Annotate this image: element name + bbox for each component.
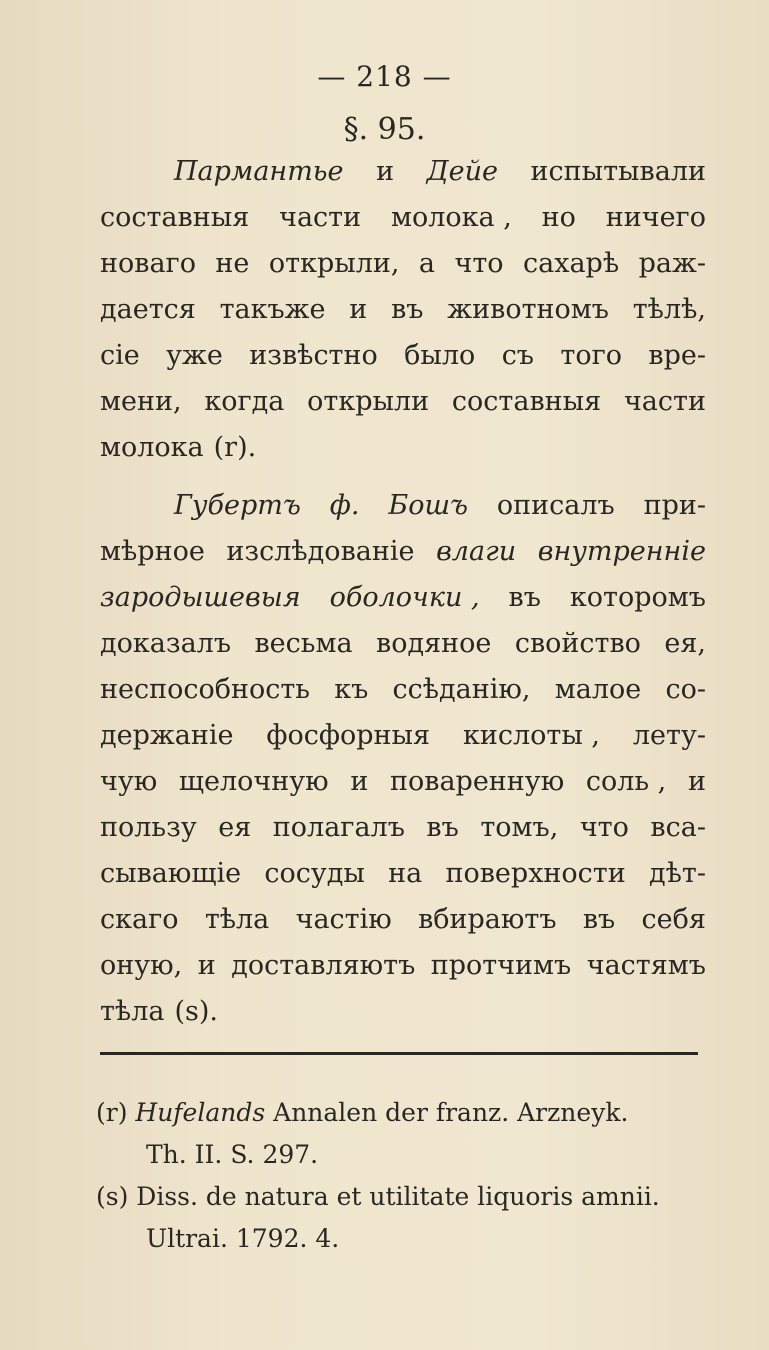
text-line — [100, 720, 706, 766]
word: было — [404, 340, 476, 371]
text-line — [100, 156, 706, 202]
word: составныя — [451, 386, 602, 417]
word: а — [418, 248, 436, 279]
word: тѣла — [100, 996, 165, 1027]
word: скаго — [100, 904, 179, 935]
word: держаніе — [100, 720, 234, 751]
text-line — [100, 628, 706, 674]
word: влаги — [436, 536, 517, 567]
word: (r). — [213, 432, 257, 463]
footnote-text: Th. II. S. 297. — [146, 1140, 319, 1169]
word: части — [279, 202, 362, 233]
word: когда — [204, 386, 285, 417]
word: сосуды — [264, 858, 365, 889]
word: уже — [166, 340, 223, 371]
footnote-line — [96, 1182, 716, 1224]
word: вса- — [650, 812, 706, 843]
word: на — [388, 858, 423, 889]
footnote-text: (s) Diss. de natura et utilitate liquoris amnii. — [96, 1182, 660, 1211]
word: сіе — [100, 340, 140, 371]
text-line — [100, 490, 706, 536]
word: раж- — [638, 248, 706, 279]
word: частію — [295, 904, 392, 935]
word: поверхности — [445, 858, 626, 889]
word: ея, — [664, 628, 706, 659]
word: къ — [334, 674, 369, 705]
word: того — [560, 340, 622, 371]
word: въ — [508, 582, 541, 613]
word: Дейе — [426, 156, 498, 187]
word: и — [376, 156, 395, 187]
section-heading: §. 95. — [343, 112, 426, 147]
word: и — [687, 766, 706, 797]
word: тѣла — [204, 904, 270, 935]
word: пользу — [100, 812, 197, 843]
footnote-text: Ultrai. 1792. 4. — [146, 1224, 340, 1253]
text-line — [100, 432, 706, 478]
word: чую — [100, 766, 158, 797]
word: извѣстно — [249, 340, 378, 371]
footnote-text: Hufelands — [135, 1098, 266, 1127]
word: щелочную — [178, 766, 329, 797]
word: при- — [643, 490, 706, 521]
page-number: — 218 — — [317, 60, 452, 93]
text-line — [100, 294, 706, 340]
footnote-line — [96, 1224, 716, 1266]
word: дѣт- — [648, 858, 706, 889]
word: доставляютъ — [231, 950, 416, 981]
word: мени, — [100, 386, 182, 417]
text-line — [100, 340, 706, 386]
footnote-text: Annalen der franz. Arzneyk. — [265, 1098, 629, 1127]
word: части — [623, 386, 706, 417]
word: но — [541, 202, 576, 233]
word: вре- — [648, 340, 706, 371]
word: Бошъ — [388, 490, 469, 521]
word: въ — [582, 904, 616, 935]
word: что — [454, 248, 504, 279]
word: что — [579, 812, 629, 843]
paragraph-1 — [100, 156, 706, 478]
word: открыли, — [268, 248, 400, 279]
word: весьма — [254, 628, 353, 659]
word: полагалъ — [272, 812, 405, 843]
word: новаго — [100, 248, 196, 279]
text-line — [100, 904, 706, 950]
word: описалъ — [496, 490, 615, 521]
text-line — [100, 386, 706, 432]
footnote-divider — [100, 1052, 698, 1055]
word: томъ, — [480, 812, 559, 843]
word: молока , — [390, 202, 512, 233]
word: зародышевыя — [100, 582, 301, 613]
text-line — [100, 858, 706, 904]
word: животномъ — [447, 294, 609, 325]
text-line — [100, 674, 706, 720]
word: ссѣданію, — [392, 674, 531, 705]
word: ея — [218, 812, 252, 843]
word: внутренніе — [537, 536, 706, 567]
word: свойство — [514, 628, 641, 659]
word: водяное — [376, 628, 492, 659]
text-line — [100, 812, 706, 858]
word: оболочки , — [329, 582, 480, 613]
word: ничего — [605, 202, 706, 233]
word: со- — [665, 674, 706, 705]
text-line — [100, 248, 706, 294]
word: сывающіе — [100, 858, 242, 889]
word: неспособность — [100, 674, 310, 705]
word: себя — [641, 904, 706, 935]
word: Губертъ — [174, 490, 301, 521]
word: открыли — [307, 386, 430, 417]
word: сахарѣ — [523, 248, 620, 279]
text-line — [100, 582, 706, 628]
word: въ — [426, 812, 459, 843]
text-line — [100, 202, 706, 248]
word: такъже — [219, 294, 326, 325]
text-line — [100, 996, 706, 1042]
word: не — [215, 248, 250, 279]
word: Пармантье — [174, 156, 344, 187]
word: протчимъ — [430, 950, 572, 981]
word: поваренную — [390, 766, 565, 797]
text-line — [100, 766, 706, 812]
paragraph-2 — [100, 490, 706, 1042]
word: испытывали — [530, 156, 706, 187]
word: съ — [501, 340, 534, 371]
footnotes — [96, 1098, 716, 1266]
word: тѣлѣ, — [632, 294, 706, 325]
word: малое — [554, 674, 642, 705]
word: и — [349, 294, 368, 325]
word: лету- — [632, 720, 706, 751]
word: которомъ — [569, 582, 706, 613]
footnote-line — [96, 1098, 716, 1140]
word: и — [350, 766, 369, 797]
word: соль , — [585, 766, 667, 797]
footnote-line — [96, 1140, 716, 1182]
word: молока — [100, 432, 204, 463]
word: частямъ — [586, 950, 706, 981]
word: кислоты , — [462, 720, 600, 751]
word: оную, — [100, 950, 183, 981]
word: изслѣдованіе — [226, 536, 415, 567]
word: ф. — [329, 490, 360, 521]
word: мѣрное — [100, 536, 205, 567]
text-line — [100, 950, 706, 996]
word: фосфорныя — [266, 720, 431, 751]
word: (s). — [174, 996, 218, 1027]
word: составныя — [100, 202, 250, 233]
word: вбираютъ — [418, 904, 557, 935]
word: въ — [391, 294, 424, 325]
word: дается — [100, 294, 196, 325]
word: доказалъ — [100, 628, 232, 659]
text-line — [100, 536, 706, 582]
word: и — [197, 950, 216, 981]
footnote-text: (r) — [96, 1098, 136, 1127]
